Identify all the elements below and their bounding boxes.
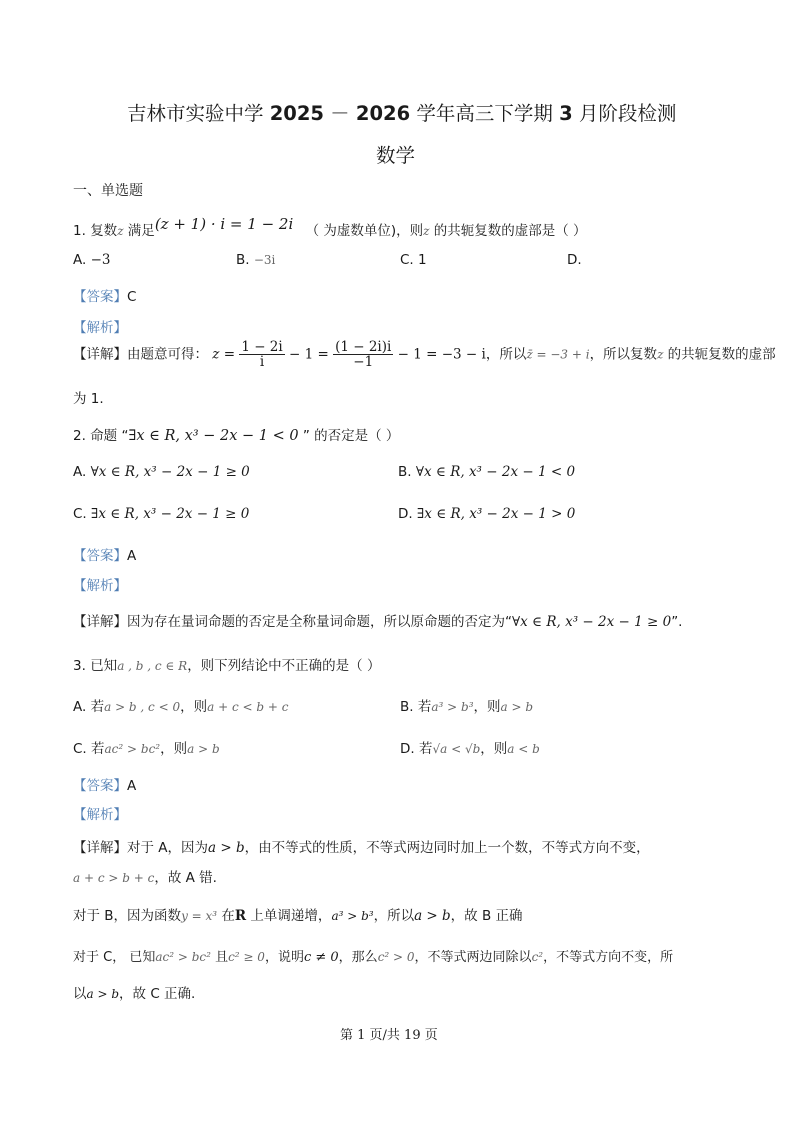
question-1: 1. 复数z 满足(z + 1) · i = 1 − 2i （ 为虚数单位)，则z 的共轭复数的虚部是（ ）: [73, 215, 587, 239]
q1-option-b: B. −3i: [236, 252, 276, 268]
q1-option-a: A. −3: [73, 252, 111, 268]
q1-fraction-2: $\frac{(1 - 2i)i}{-1}$: [335, 339, 392, 371]
q1-fraction-1: $\frac{1 - 2i}{i}$: [241, 339, 283, 371]
question-3: 3. 已知a , b , c ∈ R，则下列结论中不正确的是（ ）: [73, 658, 381, 674]
q2-option-a: A. ∀x ∈ R, x³ − 2x − 1 ≥ 0: [73, 464, 250, 480]
q3-detail-line1: 【详解】对于 A，因为a > b，由不等式的性质，不等式两边同时加上一个数，不等式方向不变，: [73, 840, 650, 856]
q1-equation: (z + 1) · i = 1 − 2i: [154, 215, 294, 233]
title-dash: －: [323, 102, 356, 125]
q3-detail-line2: a + c > b + c，故 A 错.: [73, 870, 217, 886]
q3-detail-line3: 对于 B，因为函数y = x³ 在R 上单调递增，a³ > b³，所以a > b，故 B 正确: [73, 908, 523, 924]
q2-option-c: C. ∃x ∈ R, x³ − 2x − 1 ≥ 0: [73, 506, 250, 522]
q1-detail-line2: 为 1.: [73, 391, 104, 407]
q3-detail-line4: 对于 C， 已知ac² > bc² 且c² ≥ 0，说明c ≠ 0，那么c² > 0，不等式两边同除以c²，不等式方向不变，所: [73, 950, 674, 965]
q3-detail-line5: 以a > b，故 C 正确.: [73, 986, 196, 1002]
title-school: 吉林市实验中学: [127, 102, 270, 125]
q2-analysis-tag: 【解析】: [73, 578, 127, 594]
title-year-start: 2025: [269, 102, 324, 125]
page-footer: 第 1 页/共 19 页: [340, 1028, 438, 1043]
q3-analysis-tag: 【解析】: [73, 807, 127, 823]
q3-option-a: A. 若a > b , c < 0，则a + c < b + c: [73, 699, 289, 715]
title-exam: 月阶段检测: [572, 102, 677, 125]
page-title: [127, 98, 676, 126]
section-heading: 一、单选题: [73, 183, 143, 199]
q2-detail: 【详解】因为存在量词命题的否定是全称量词命题，所以原命题的否定为“∀x ∈ R, x³ − 2x − 1 ≥ 0”.: [73, 614, 683, 630]
q3-option-c: C. 若ac² > bc²，则a > b: [73, 741, 220, 757]
q1-analysis-tag: 【解析】: [73, 320, 127, 336]
title-term: 学年高三下学期: [410, 102, 560, 125]
q1-option-c: C. 1: [400, 252, 427, 268]
q1-answer: 【答案】C: [73, 289, 137, 305]
title-month: 3: [559, 102, 573, 125]
q2-statement: ∃x ∈ R, x³ − 2x − 1 < 0: [128, 428, 299, 444]
q3-option-d: D. 若√a < √b，则a < b: [400, 741, 540, 757]
q3-option-b: B. 若a³ > b³，则a > b: [400, 699, 534, 715]
q2-answer: 【答案】A: [73, 548, 137, 564]
q2-option-d: D. ∃x ∈ R, x³ − 2x − 1 > 0: [398, 506, 576, 522]
q2-option-b: B. ∀x ∈ R, x³ − 2x − 1 < 0: [398, 464, 576, 480]
title-year-end: 2026: [355, 102, 411, 125]
subject-title: 数学: [376, 144, 416, 167]
q1-option-d: D.: [567, 252, 582, 268]
q1-detail: 【详解】由题意可得： z = $\frac{1 - 2i}{i}$ − 1 = $\frac{(1 - 2i)i}{-1}$ − 1 = −3 − i，所以z̄ = −3 + i，所以复数z 的共轭复数的虚部: [73, 339, 776, 371]
q3-answer: 【答案】A: [73, 778, 137, 794]
question-2: 2. 命题 “∃x ∈ R, x³ − 2x − 1 < 0 ” 的否定是（ ）: [73, 428, 400, 444]
